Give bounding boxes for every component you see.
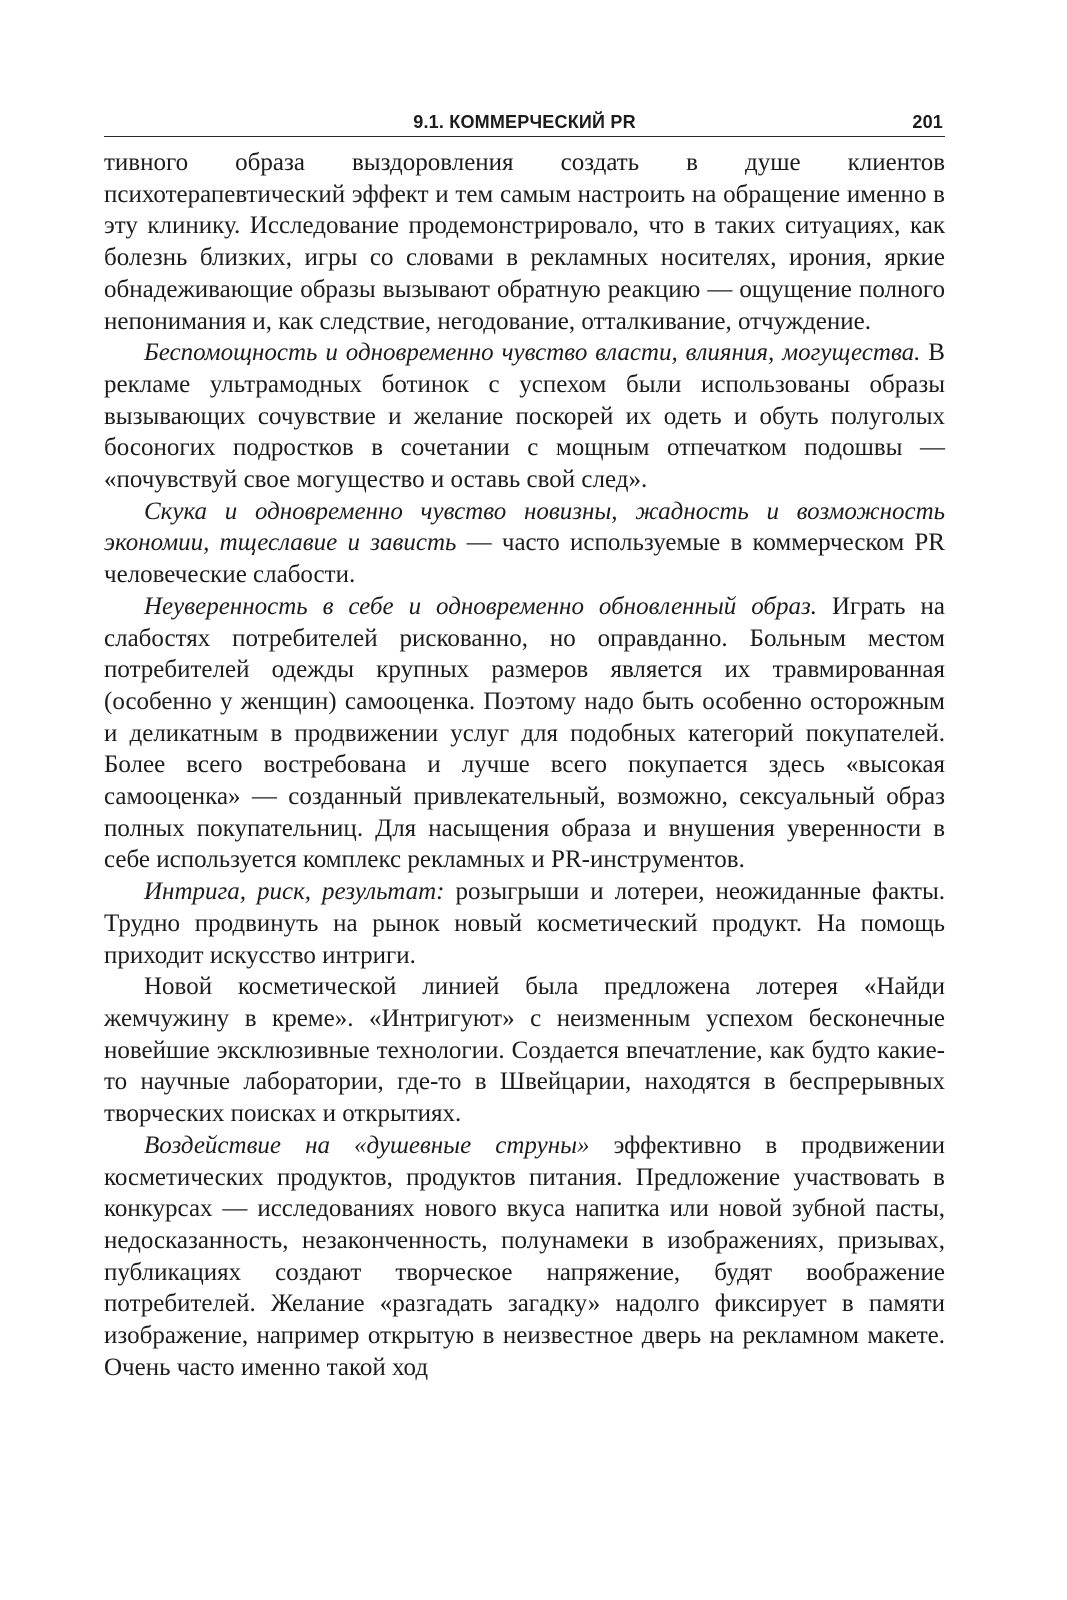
paragraph	[104, 591, 945, 876]
paragraph-text: Играть на слабостях потребителей рискованно, но оправданно. Больным местом потребителей одежды крупных размеров является их травмированная (особенно у женщин) самооценка. Поэтому надо быть особенно осторожным и деликатным в продвижении услуг для подобных категорий покупателей. Более всего востребована и лучше всего покупается здесь «высокая самооценка» — созданный привлекательный, возможно, сексуальный образ полных покупательниц. Для насыщения образа и внушения уверенности в себе используется комплекс рекламных и PR-инструментов.	[104, 592, 945, 874]
paragraph-text: Новой косметической линией была предложена лотерея «Найди жемчужину в креме». «Интригуют» с неизменным успехом бесконечные новейшие эксклюзивные технологии. Создается впечатление, как будто какие-то научные лаборатории, где-то в Швейцарии, находятся в беспрерывных творческих поисках и открытиях.	[104, 973, 945, 1128]
paragraph-text: эффективно в продвижении косметических продуктов, продуктов питания. Предложение участвовать в конкурсах — исследованиях нового вкуса напитка или новой зубной пасты, недосказанность, незаконченность, полунамеки в изображениях, призывах, публикациях создают творческое напряжение, будят воображение потребителей. Желание «разгадать загадку» надолго фиксирует в памяти изображение, например открытую в неизвестное дверь на рекламном макете. Очень часто именно такой ход	[104, 1131, 946, 1381]
running-header	[104, 108, 945, 137]
paragraph	[104, 496, 945, 591]
paragraph-text: — часто используемые в коммерческом PR человеческие слабости.	[104, 529, 945, 589]
paragraph-lead: Беспомощность и одновременно чувство власти, влияния, могущества.	[144, 339, 921, 367]
section-title: 9.1. КОММЕРЧЕСКИЙ PR	[413, 112, 636, 132]
paragraph	[104, 1130, 945, 1384]
paragraph-lead: Неуверенность в себе и одновременно обновленный образ.	[144, 592, 817, 620]
paragraph-lead: Воздействие на «душевные струны»	[144, 1131, 590, 1159]
paragraph-text: тивного образа выздоровления создать в душе клиентов психотерапевтический эффект и тем самым настроить на обращение именно в эту клинику. Исследование продемонстрировало, что в таких ситуациях, как болезнь близких, игры со словами в рекламных носителях, ирония, яркие обнадеживающие образы вызывают обратную реакцию — ощущение полного непонимания и, как следствие, негодование, отталкивание, отчуждение.	[104, 149, 945, 335]
body-text	[104, 147, 945, 1383]
page-number: 201	[912, 112, 943, 132]
paragraph	[104, 971, 945, 1130]
paragraph-lead: Скука и одновременно чувство новизны, жадность и возможность экономии, тщеславие и зависть	[104, 497, 945, 557]
paragraph	[104, 876, 945, 971]
book-page	[104, 108, 945, 1383]
paragraph-text: В рекламе ультрамодных ботинок с успехом были использованы образы вызывающих сочувствие и желание поскорей их одеть и обуть полуголых босоногих подростков в сочетании с мощным отпечатком подошвы — «почувствуй свое могущество и оставь свой след».	[104, 339, 945, 494]
paragraph	[104, 147, 945, 337]
paragraph-text: розыгрыши и лотереи, неожиданные факты. Трудно продвинуть на рынок новый косметический продукт. На помощь приходит искусство интриги.	[104, 878, 946, 969]
paragraph-lead: Интрига, риск, результат:	[144, 878, 445, 906]
paragraph	[104, 337, 945, 496]
